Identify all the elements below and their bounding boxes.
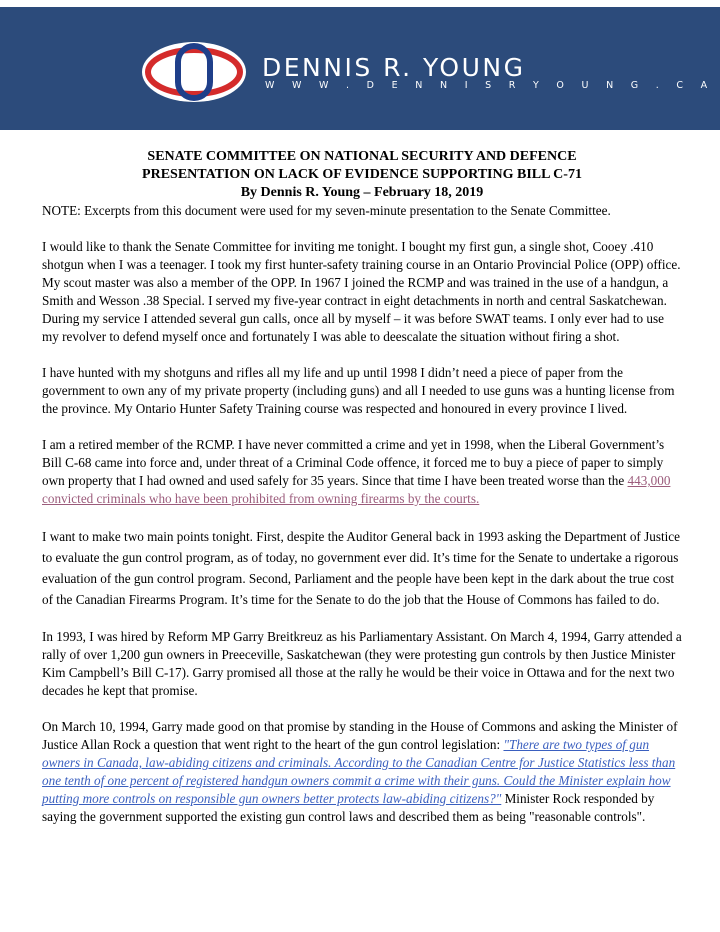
paragraph-1: I would like to thank the Senate Committee for inviting me tonight. I bought my first gun, a single shot, Cooey .410 shotgun when I was a teenager. I took my first hunter-safety training course in an Ontario Provincial Police (OPP) office. My scout master was also a member of the OPP. In 1967 I joined the RCMP and was trained in the use of a handgun, a Smith and Wesson .38 Special. I served my five-year contract in eight detachments in north and central Saskatchewan. During my service I attended several gun calls, once all by myself – it was before SWAT teams. I only ever had to use my revolver to defend myself once and fortunately I was able to deescalate the situation without firing a shot. — [42, 239, 681, 344]
paragraph-3-text: I am a retired member of the RCMP. I have never committed a crime and yet in 1998, when the Liberal Government’s Bill C-68 came into force and, under threat of a Criminal Code offence, it forced me to buy a piece of paper to simply own property that I had owned and used safely for 35 years. Since that time I have been treated worse than the — [42, 437, 665, 488]
document-title: SENATE COMMITTEE ON NATIONAL SECURITY AND DEFENCE — [147, 149, 577, 164]
document-subtitle: PRESENTATION ON LACK OF EVIDENCE SUPPORTING BILL C-71 — [142, 167, 582, 182]
logo-url: W W W . D E N N I S R Y O U N G . C A — [265, 80, 715, 91]
paragraph-6-text: On March 10, 1994, Garry made good on that promise by standing in the House of Commons and asking the Minister of Justice Allan Rock a question that went right to the heart of the gun control legislation: — [42, 719, 678, 752]
document-body — [42, 148, 682, 844]
header-banner — [0, 7, 720, 130]
note-paragraph: NOTE: Excerpts from this document were used for my seven-minute presentation to the Senate Committee. — [42, 203, 611, 218]
quote-link[interactable]: "There are two types of gun owners in Canada, law-abiding citizens and criminals. According to the Canadian Centre for Justice Statistics less than one tenth of one percent of registered handgun owners commit a crime with their guns. Could the Minister explain how putting more controls on responsible gun owners better protects law-abiding citizens?" — [42, 737, 676, 806]
paragraph-4: I want to make two main points tonight. First, despite the Auditor General back in 1993 asking the Department of Justice to evaluate the gun control program, as of today, no government ever did. It’s time for the Senate to undertake a rigorous evaluation of the gun control program. Second, Parliament and the people have been kept in the dark about the true cost of the Canadian Firearms Program. It’s time for the Senate to do the job that the House of Commons has failed to do. — [42, 529, 681, 607]
paragraph-6 — [42, 718, 682, 826]
document-byline: By Dennis R. Young – February 18, 2019 — [240, 185, 484, 200]
logo-icon — [140, 39, 248, 105]
criminals-link[interactable]: 443,000 convicted criminals who have been prohibited from owning firearms by the courts. — [42, 473, 671, 506]
paragraph-6-tail: Minister Rock responded by saying the government supported the existing gun control laws and described them as being "reasonable controls". — [42, 791, 655, 824]
paragraph-3 — [42, 436, 682, 508]
logo-name: DENNIS R. YOUNG — [262, 53, 526, 82]
paragraph-5: In 1993, I was hired by Reform MP Garry Breitkreuz as his Parliamentary Assistant. On March 4, 1994, Garry attended a rally of over 1,200 gun owners in Preeceville, Saskatchewan (they were protesting gun controls by then Justice Minister Kim Campbell’s Bill C-17). Garry promised all those at the rally he would be their voice in Ottawa and for the next two decades he kept that promise. — [42, 629, 682, 698]
paragraph-2: I have hunted with my shotguns and rifles all my life and up until 1998 I didn’t need a piece of paper from the government to own any of my private property (including guns) and all I needed to use guns was a hunting license from the province. My Ontario Hunter Safety Training course was respected and honoured in every province I lived. — [42, 365, 675, 416]
